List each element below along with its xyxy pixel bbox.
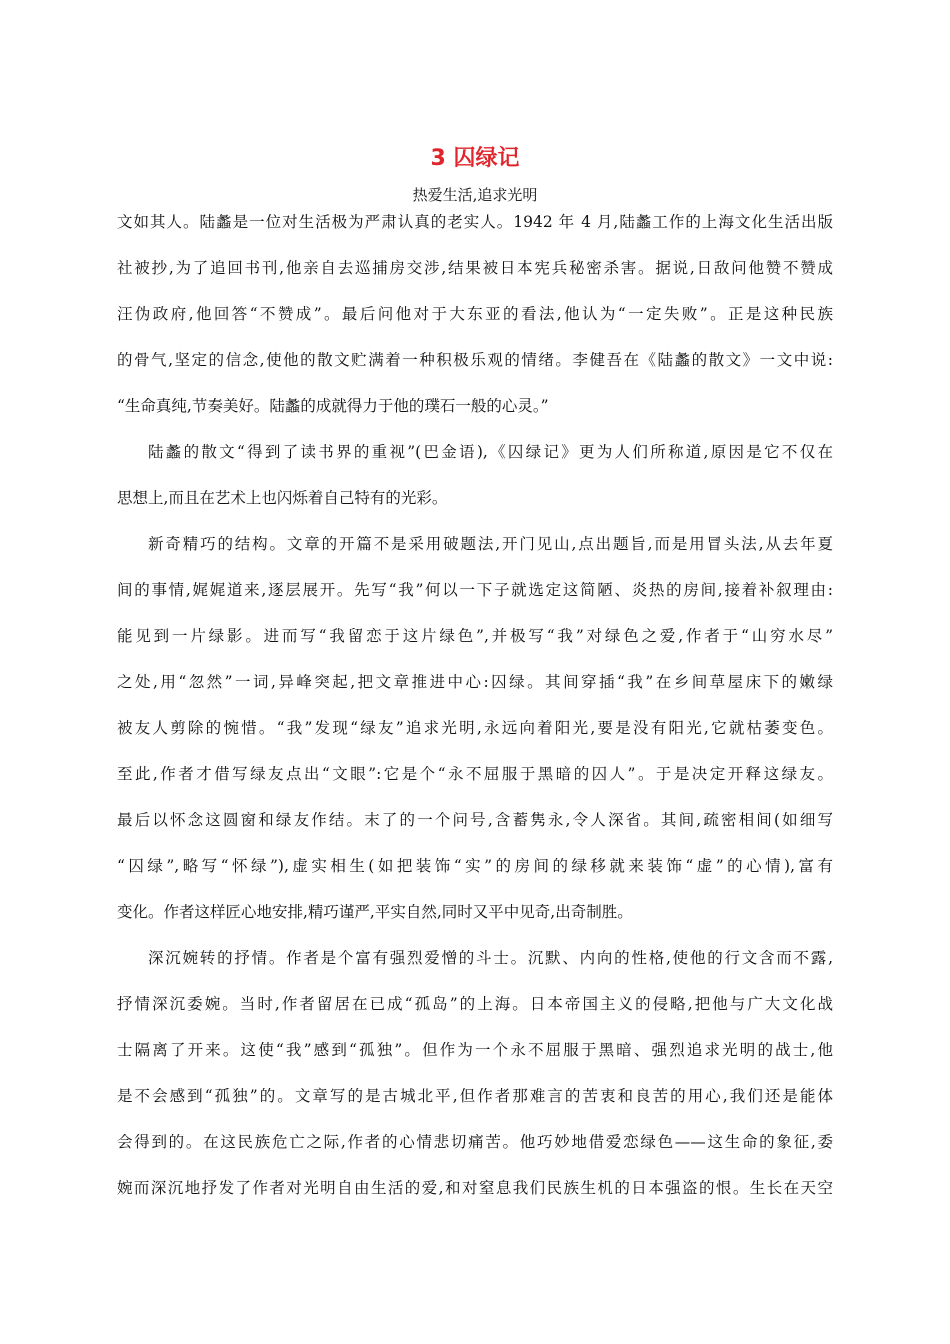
body-line: 间的事情,娓娓道来,逐层展开。先写“我”何以一下子就选定这简陋、炎热的房间,接着补叙理由: — [117, 581, 833, 599]
body-line: 抒情深沉委婉。当时,作者留居在已成“孤岛”的上海。日本帝国主义的侵略,把他与广大文化战 — [117, 995, 833, 1013]
page-subtitle: 热爱生活,追求光明 — [412, 186, 538, 204]
body-line: 能见到一片绿影。进而写“我留恋于这片绿色”,并极写“我”对绿色之爱,作者于“山穷水尽” — [117, 627, 833, 645]
body-line: 思想上,而且在艺术上也闪烁着自己特有的光彩。 — [117, 489, 448, 507]
body-line: 新奇精巧的结构。文章的开篇不是采用破题法,开门见山,点出题旨,而是用冒头法,从去年夏 — [148, 535, 833, 553]
body-line: 的骨气,坚定的信念,使他的散文贮满着一种积极乐观的情绪。李健吾在《陆蠡的散文》一文中说: — [117, 351, 833, 369]
page-title: 3 囚绿记 — [430, 146, 520, 171]
body-line: 士隔离了开来。这使“我”感到“孤独”。但作为一个永不屈服于黑暗、强烈追求光明的战士,他 — [117, 1041, 833, 1059]
body-line: 婉而深沉地抒发了作者对光明自由生活的爱,和对窒息我们民族生机的日本强盗的恨。生长在天空 — [117, 1179, 833, 1197]
body-line: 是不会感到“孤独”的。文章写的是古城北平,但作者那难言的苦衷和良苦的用心,我们还是能体 — [117, 1087, 833, 1105]
body-line: 陆蠡的散文“得到了读书界的重视”(巴金语),《囚绿记》更为人们所称道,原因是它不仅在 — [148, 443, 833, 461]
body-line: “生命真纯,节奏美好。陆蠡的成就得力于他的璞石一般的心灵。” — [117, 397, 549, 415]
body-line: 社被抄,为了追回书刊,他亲自去巡捕房交涉,结果被日本宪兵秘密杀害。据说,日敌问他赞不赞成 — [117, 259, 833, 277]
body-line: 变化。作者这样匠心地安排,精巧谨严,平实自然,同时又平中见奇,出奇制胜。 — [117, 903, 633, 921]
body-line: 深沉婉转的抒情。作者是个富有强烈爱憎的斗士。沉默、内向的性格,使他的行文含而不露, — [148, 949, 833, 967]
body-line: 文如其人。陆蠡是一位对生活极为严肃认真的老实人。1942 年 4 月,陆蠡工作的上海文化生活出版 — [117, 213, 833, 231]
body-line: 会得到的。在这民族危亡之际,作者的心情悲切痛苦。他巧妙地借爱恋绿色——这生命的象征,委 — [117, 1133, 833, 1151]
body-line: 之处,用“忽然”一词,异峰突起,把文章推进中心:囚绿。其间穿插“我”在乡间草屋床下的嫩绿 — [117, 673, 833, 691]
body-line: 被友人剪除的惋惜。“我”发现“绿友”追求光明,永远向着阳光,要是没有阳光,它就枯萎变色。 — [117, 719, 833, 737]
body-line: “囚绿”,略写“怀绿”),虚实相生(如把装饰“实”的房间的绿移就来装饰“虚”的心情),富有 — [117, 857, 833, 875]
body-line: 至此,作者才借写绿友点出“文眼”:它是个“永不屈服于黑暗的囚人”。于是决定开释这绿友。 — [117, 765, 833, 783]
body-line: 汪伪政府,他回答“不赞成”。最后问他对于大东亚的看法,他认为“一定失败”。正是这种民族 — [117, 305, 833, 323]
body-line: 最后以怀念这圆窗和绿友作结。末了的一个问号,含蓄隽永,令人深省。其间,疏密相间(如细写 — [117, 811, 833, 829]
